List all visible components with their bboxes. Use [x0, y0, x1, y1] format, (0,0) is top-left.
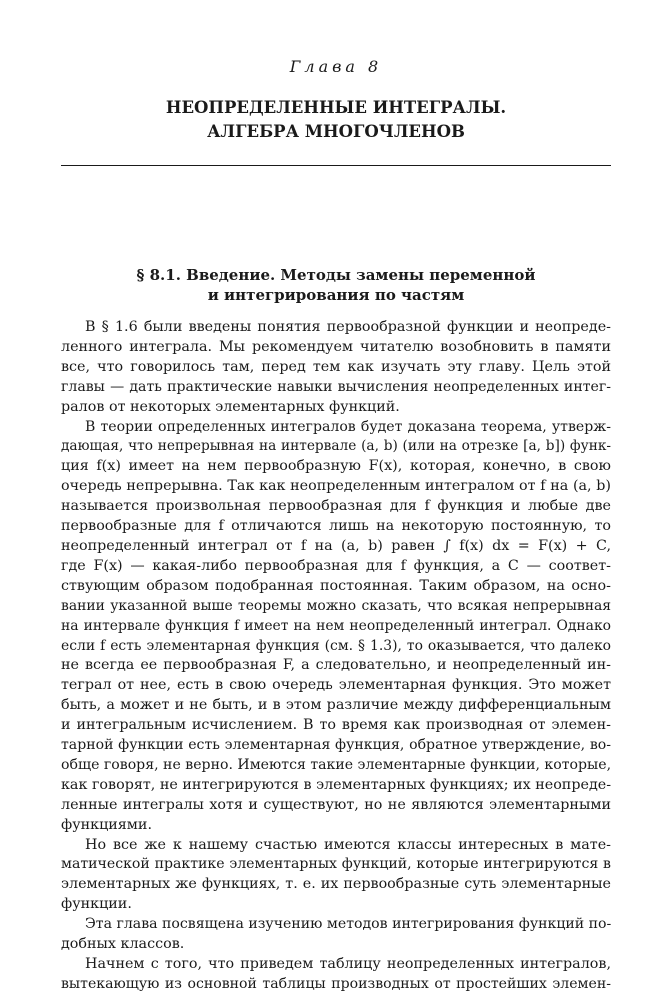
text-line: Эта глава посвящена изучению методов интегрирования функций по-: [85, 916, 611, 933]
text-line: функциями.: [61, 816, 153, 833]
text-line: матической практике элементарных функций, которые интегрируются в: [61, 856, 611, 873]
paragraph: [61, 318, 611, 418]
text-line: ция f(x) имеет на нем первообразную F(x), которая, конечно, в свою: [61, 458, 611, 475]
text-line: вании указанной выше теоремы можно сказать, что всякая непрерывная: [61, 597, 611, 614]
text-line: называется произвольная первообразная для f функция и любые две: [61, 498, 611, 515]
text-line: ствующим образом подобранная постоянная. Таким образом, на осно-: [61, 577, 611, 594]
text-line: первообразные для f отличаются лишь на некоторую постоянную, то: [61, 518, 611, 535]
text-line: если f есть элементарная функция (см. § 1.3), то оказывается, что далеко: [61, 637, 611, 654]
text-line: обще говоря, не верно. Имеются такие элементарные функции, которые,: [61, 756, 611, 773]
text-line: очередь непрерывна. Так как неопределенным интегралом от f на (a, b): [61, 478, 611, 495]
text-line: Но все же к нашему счастью имеются классы интересных в мате-: [85, 836, 611, 853]
body-text: [61, 318, 611, 995]
text-line: ралов от некоторых элементарных функций.: [61, 398, 400, 415]
text-line: теграл от нее, есть в свою очередь элементарная функция. Это может: [61, 677, 611, 694]
text-line: элементарных же функциях, т. е. их первообразные суть элементарные: [61, 876, 611, 893]
section-title: [0, 265, 672, 305]
chapter-divider-rule: [61, 165, 611, 166]
text-line: тарной функции есть элементарная функция, обратное утверждение, во-: [61, 737, 611, 754]
paragraph: [61, 418, 611, 836]
text-line: быть, а может и не быть, и в этом различие между дифференциальным: [61, 697, 611, 714]
text-line: Начнем с того, что приведем таблицу неопределенных интегралов,: [85, 956, 611, 972]
section-title-line-2: и интегрирования по частям: [207, 286, 465, 304]
text-line: В теории определенных интегралов будет доказана теорема, утверж-: [85, 418, 611, 435]
text-line: добных классов.: [61, 936, 185, 953]
chapter-title: [0, 96, 672, 144]
paragraph: [61, 836, 611, 916]
text-line: вытекающую из основной таблицы производных от простейших элемен-: [61, 975, 611, 992]
chapter-label: Глава 8: [289, 57, 383, 76]
text-line: В § 1.6 были введены понятия первообразной функции и неопреде-: [85, 319, 611, 335]
text-line: ленные интегралы хотя и существуют, но не являются элементарными: [61, 796, 611, 813]
text-line: как говорят, не интегрируются в элементарных функциях; их неопреде-: [61, 776, 611, 793]
text-line: функции.: [61, 896, 132, 913]
text-line: на интервале функция f имеет на нем неопределенный интеграл. Однако: [61, 617, 611, 634]
text-line: не всегда ее первообразная F, а следовательно, и неопределенный ин-: [61, 657, 611, 674]
chapter-title-line-2: АЛГЕБРА МНОГОЧЛЕНОВ: [207, 122, 465, 141]
text-line: дающая, что непрерывная на интервале (a, b) (или на отрезке [a, b]) функ-: [61, 438, 611, 455]
text-line: ленного интеграла. Мы рекомендуем читателю возобновить в памяти: [61, 338, 611, 355]
paragraph: [61, 915, 611, 955]
text-line: неопределенный интеграл от f на (a, b) равен ∫ f(x) dx = F(x) + C,: [61, 537, 611, 554]
text-line: главы — дать практические навыки вычисления неопределенных интег-: [61, 378, 611, 395]
paragraph: [61, 955, 611, 995]
text-line: где F(x) — какая-либо первообразная для f функция, а C — соответ-: [61, 557, 611, 574]
chapter-title-line-1: НЕОПРЕДЕЛЕННЫЕ ИНТЕГРАЛЫ.: [165, 98, 507, 117]
text-line: все, что говорилось там, перед тем как изучать эту главу. Цель этой: [61, 358, 611, 375]
section-title-line-1: § 8.1. Введение. Методы замены переменной: [136, 266, 536, 284]
text-line: и интегральным исчислением. В то время как производная от элемен-: [61, 717, 611, 734]
